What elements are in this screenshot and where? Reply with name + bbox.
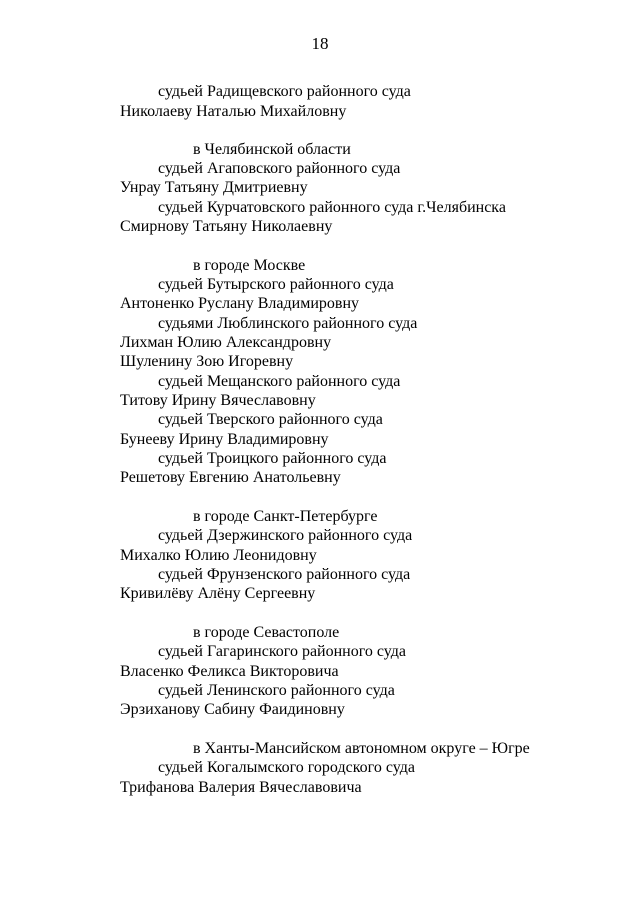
court-line: судьей Дзержинского районного суда [158,527,413,544]
judge-name: Смирнову Татьяну Николаевну [120,218,333,235]
judge-name: Эрзиханову Сабину Фаидиновну [120,701,345,718]
court-line: судьей Агаповского районного суда [158,160,401,177]
judge-name: Унрау Татьяну Дмитриевну [120,179,308,196]
court-line: судьей Ленинского районного суда [158,682,395,699]
judge-name: Антоненко Руслану Владимировну [120,295,359,312]
court-line: судьей Тверского районного суда [158,411,383,428]
judge-name: Кривилёву Алёну Сергеевну [120,585,316,602]
court-line: судьей Мещанского районного суда [158,373,401,390]
judge-name: Михалко Юлию Леонидовну [120,547,317,564]
court-line: судьей Курчатовского районного суда г.Челябинска [158,199,506,216]
judge-name: Бунееву Ирину Владимировну [120,431,329,448]
court-line: судьей Бутырского районного суда [158,276,394,293]
judge-name: Власенко Феликса Викторовича [120,663,339,680]
court-line: судьей Гагаринского районного суда [158,643,407,660]
court-line: судьей Троицкого районного суда [158,450,387,467]
court-line: судьей Когалымского городского суда [158,759,415,776]
judge-name: Решетову Евгению Анатольевну [120,469,341,486]
court-line: судьей Радищевского районного суда [158,83,411,100]
region-line: в городе Севастополе [193,624,340,641]
page-number: 18 [311,34,329,53]
judge-name: Титову Ирину Вячеславовну [120,392,316,409]
court-line: судьей Фрунзенского районного суда [158,566,411,583]
court-line: судьями Люблинского районного суда [158,315,418,332]
region-line: в городе Москве [193,257,306,274]
judge-name: Трифанова Валерия Вячеславовича [120,779,362,796]
region-line: в Челябинской области [193,141,351,158]
judge-name: Лихман Юлию Александровну [120,334,332,351]
judge-name: Николаеву Наталью Михайловну [120,103,347,120]
region-line: в Ханты-Мансийском автономном округе – Югре [193,740,530,757]
region-line: в городе Санкт-Петербурге [193,508,378,525]
judge-name: Шуленину Зою Игоревну [120,353,294,370]
